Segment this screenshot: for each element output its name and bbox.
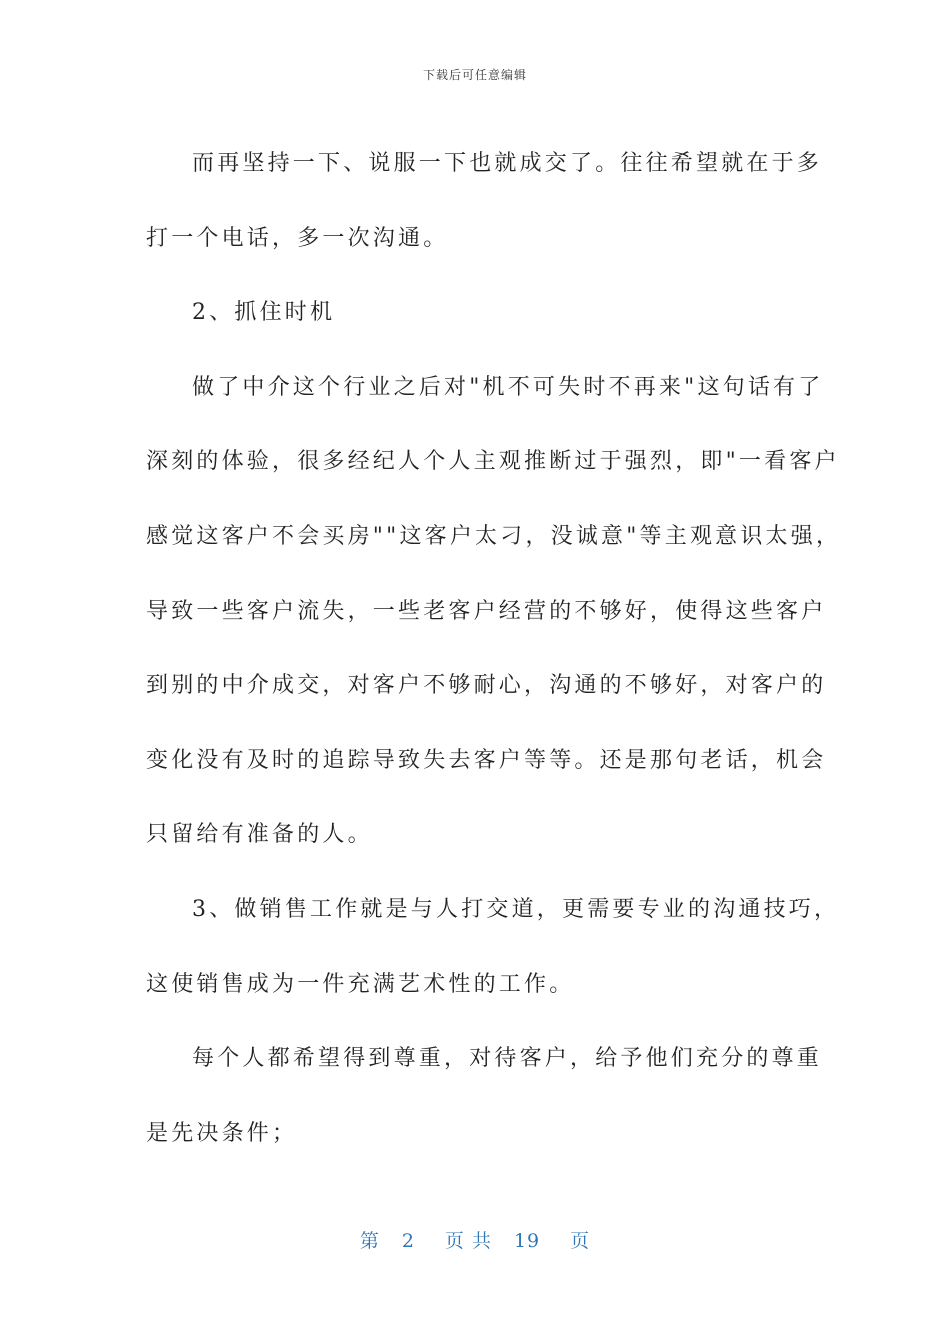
body-line: 而再坚持一下、说服一下也就成交了。往往希望就在于多 — [192, 151, 823, 176]
body-line: 是先决条件； — [146, 1120, 298, 1146]
footer-middle: 页 共 — [444, 1230, 492, 1252]
section-heading: 2、抓住时机 — [192, 300, 336, 326]
body-line: 到别的中介成交，对客户不够耐心，沟通的不够好，对客户的 — [146, 673, 827, 699]
document-body — [146, 127, 842, 1171]
body-line: 只留给有准备的人。 — [146, 822, 373, 848]
body-line: 做了中介这个行业之后对"机不可失时不再来"这句话有了 — [192, 374, 824, 400]
body-line: 打一个电话，多一次沟通。 — [146, 225, 449, 251]
footer-total-pages: 19 — [513, 1230, 541, 1252]
footer-suffix: 页 — [570, 1230, 591, 1252]
body-line: 导致一些客户流失，一些老客户经营的不够好，使得这些客户 — [146, 598, 827, 624]
page-footer — [0, 1226, 950, 1253]
body-line: 变化没有及时的追踪导致失去客户等等。还是那句老话，机会 — [146, 747, 827, 773]
body-line: 每个人都希望得到尊重，对待客户，给予他们充分的尊重 — [192, 1046, 823, 1072]
footer-page-number: 2 — [401, 1230, 415, 1252]
body-line: 这使销售成为一件充满艺术性的工作。 — [146, 971, 575, 997]
body-line: 感觉这客户不会买房""这客户太刁，没诚意"等主观意识太强， — [146, 523, 842, 549]
footer-prefix: 第 — [359, 1230, 380, 1252]
body-line: 3、做销售工作就是与人打交道，更需要专业的沟通技巧， — [192, 896, 840, 922]
body-line: 深刻的体验，很多经纪人个人主观推断过于强烈，即"一看客户 — [146, 449, 840, 475]
header-note: 下载后可任意编辑 — [422, 68, 527, 82]
